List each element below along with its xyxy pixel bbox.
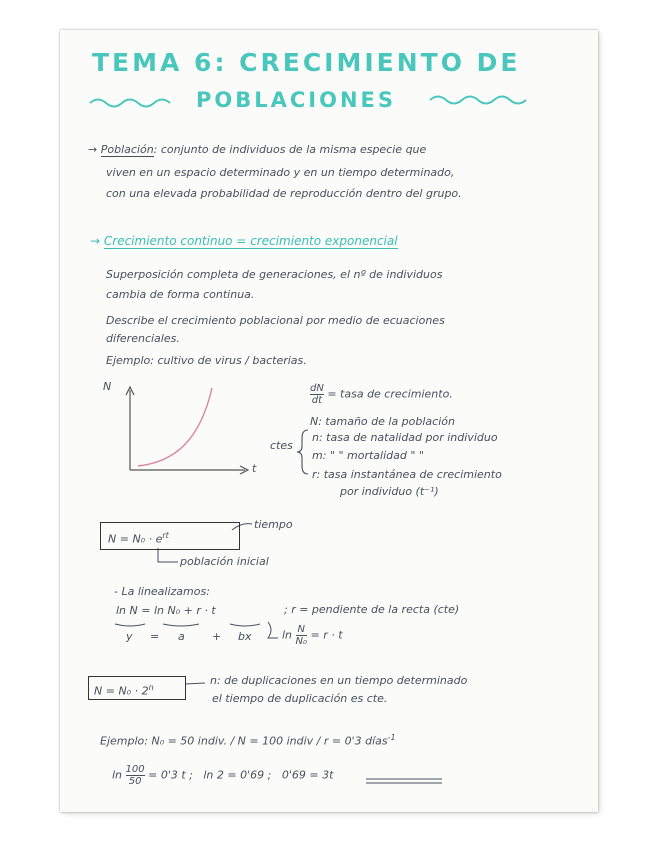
poblacion-inicial-arrow bbox=[158, 548, 178, 562]
lin-y: y bbox=[126, 630, 133, 643]
right-brace bbox=[268, 622, 278, 638]
ctes-label: ctes bbox=[270, 439, 293, 452]
title-line-2: POBLACIONES bbox=[196, 88, 397, 112]
dndt-definition bbox=[310, 383, 453, 406]
underbrace-bx bbox=[230, 624, 260, 626]
dn-numerator: dN bbox=[310, 383, 324, 394]
lin-bx: bx bbox=[238, 630, 252, 643]
underbrace-y bbox=[115, 624, 145, 626]
lin-ln-fraction: ln $\frac{N}{\text{N₀}}$ = r · t bbox=[282, 624, 343, 647]
poblacion-line-3: con una elevada probabilidad de reproducción dentro del grupo. bbox=[106, 187, 462, 200]
linealizamos-eq: ln N = ln N₀ + r · t bbox=[116, 604, 216, 617]
crecimiento-p2a: Describe el crecimiento poblacional por medio de ecuaciones bbox=[106, 314, 445, 327]
poblacion-term: Población bbox=[100, 143, 154, 156]
formula-exponent: rt bbox=[162, 531, 169, 540]
tiempo-label: tiempo bbox=[254, 518, 293, 531]
poblacion-inicial-label: población inicial bbox=[180, 555, 269, 568]
lin-a: a bbox=[178, 630, 185, 643]
graph-y-label: N bbox=[103, 380, 112, 393]
duplicaciones-arrow bbox=[185, 683, 205, 684]
r-def-2: por individuo (t⁻¹) bbox=[340, 485, 439, 498]
graph-x-label: t bbox=[252, 462, 257, 475]
poblacion-line-1: → Población: conjunto de individuos de la misma especie que bbox=[88, 143, 427, 156]
crecimiento-p2b: diferenciales. bbox=[106, 332, 180, 345]
n-size-def: N: tamaño de la población bbox=[310, 415, 455, 428]
ejemplo-resultado: 0'69 = 3t bbox=[281, 768, 334, 782]
linealizamos-label: - La linealizamos: bbox=[114, 585, 210, 598]
ejemplo-calculo: ln $\frac{100}{50}$ = 0'3 t ; ln 2 = 0'69 ; 0'69 = 3t bbox=[112, 764, 334, 787]
natalidad-def: n: tasa de natalidad por individuo bbox=[312, 431, 498, 444]
exponential-curve bbox=[138, 388, 212, 466]
ejemplo-datos: Ejemplo: N₀ = 50 indiv. / N = 100 indiv / r = 0'3 días$^{-1}$ bbox=[100, 733, 396, 748]
wave-left bbox=[90, 100, 170, 107]
formula-duplicacion: $N = N_0 \cdot 2^n$ bbox=[94, 683, 154, 698]
poblacion-line-2: viven en un espacio determinado y en un tiempo determinado, bbox=[106, 166, 455, 179]
crecimiento-p1a: Superposición completa de generaciones, el nº de individuos bbox=[106, 268, 443, 281]
underbrace-a bbox=[163, 624, 199, 626]
dn-denominator: dt bbox=[311, 395, 323, 406]
wave-right bbox=[430, 97, 526, 104]
poblacion-def-1: : conjunto de individuos de la misma especie que bbox=[153, 143, 427, 156]
crecimiento-p1b: cambia de forma continua. bbox=[106, 288, 255, 301]
pendiente-text: ; r = pendiente de la recta (cte) bbox=[284, 603, 460, 616]
lin-plus: + bbox=[212, 630, 222, 643]
lin-eq: = bbox=[150, 630, 160, 643]
duplicaciones-line-2: el tiempo de duplicación es cte. bbox=[212, 692, 388, 705]
ctes-brace bbox=[297, 430, 308, 474]
crecimiento-heading: → Crecimiento continuo = crecimiento exponencial bbox=[90, 234, 398, 248]
mortalidad-def: m: " " mortalidad " " bbox=[312, 449, 424, 462]
r-def-1: r: tasa instantánea de crecimiento bbox=[312, 468, 502, 481]
title-line-1: TEMA 6: CRECIMIENTO DE bbox=[92, 48, 521, 77]
duplicaciones-line-1: n: de duplicaciones en un tiempo determinado bbox=[210, 674, 468, 687]
dn-text: = tasa de crecimiento. bbox=[327, 387, 453, 401]
formula-exponential: $N = N_0 \cdot e^{rt}$ bbox=[108, 531, 169, 546]
crecimiento-ejemplo: Ejemplo: cultivo de virus / bacterias. bbox=[106, 354, 307, 367]
